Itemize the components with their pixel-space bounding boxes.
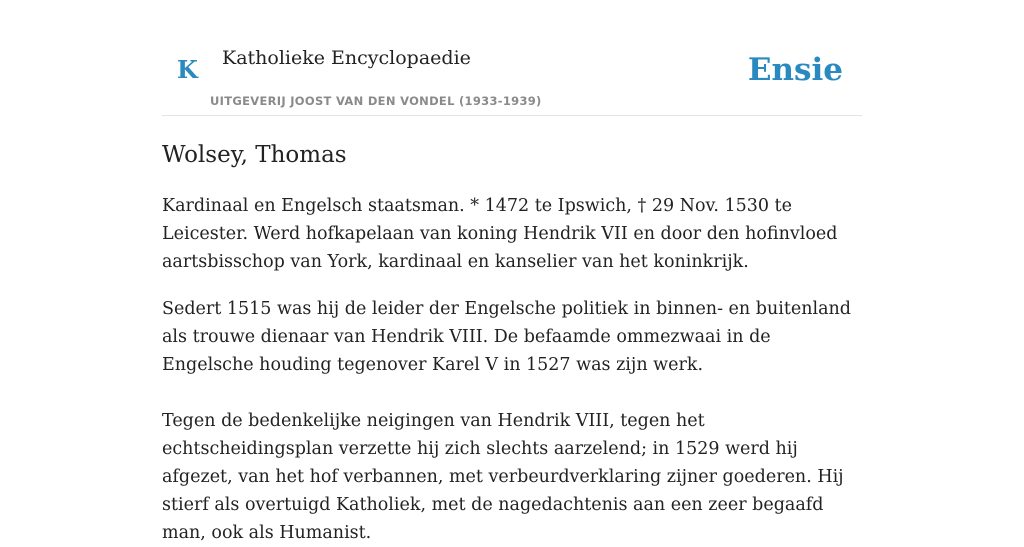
article-paragraph-1: Kardinaal en Engelsch staatsman. * 1472 te Ipswich, † 29 Nov. 1530 te Leicester. Werd hofkapelaan van koning Hendrik VII en door den hofinvloed aartsbisschop van York, kardinaal en kanselier van het koninkrijk. <box>162 196 838 272</box>
site-title: Katholieke Encyclopaedie <box>222 47 471 69</box>
publisher-label: UITGEVERIJ JOOST VAN DEN VONDEL (1933-1939) <box>210 94 542 108</box>
encyclopedia-logo-link[interactable]: K <box>177 55 198 84</box>
site-header <box>162 0 862 116</box>
ensie-brand-link[interactable]: Ensie <box>747 52 843 88</box>
article-paragraph-3: Tegen de bedenkelijke neigingen van Hendrik VIII, tegen het echtscheidingsplan verzette hij zich slechts aarzelend; in 1529 werd hij afgezet, van het hof verbannen, met verbeurdverklaring zijner goederen. Hij stierf als overtuigd Katholiek, met de nagedachtenis aan een zeer begaafd man, ook als Humanist. <box>162 411 844 543</box>
article-title: Wolsey, Thomas <box>162 142 347 168</box>
article-paragraph-2: Sedert 1515 was hij de leider der Engelsche politiek in binnen- en buitenland als trouwe dienaar van Hendrik VIII. De befaamde ommezwaai in de Engelsche houding tegenover Karel V in 1527 was zijn werk. <box>162 299 851 375</box>
